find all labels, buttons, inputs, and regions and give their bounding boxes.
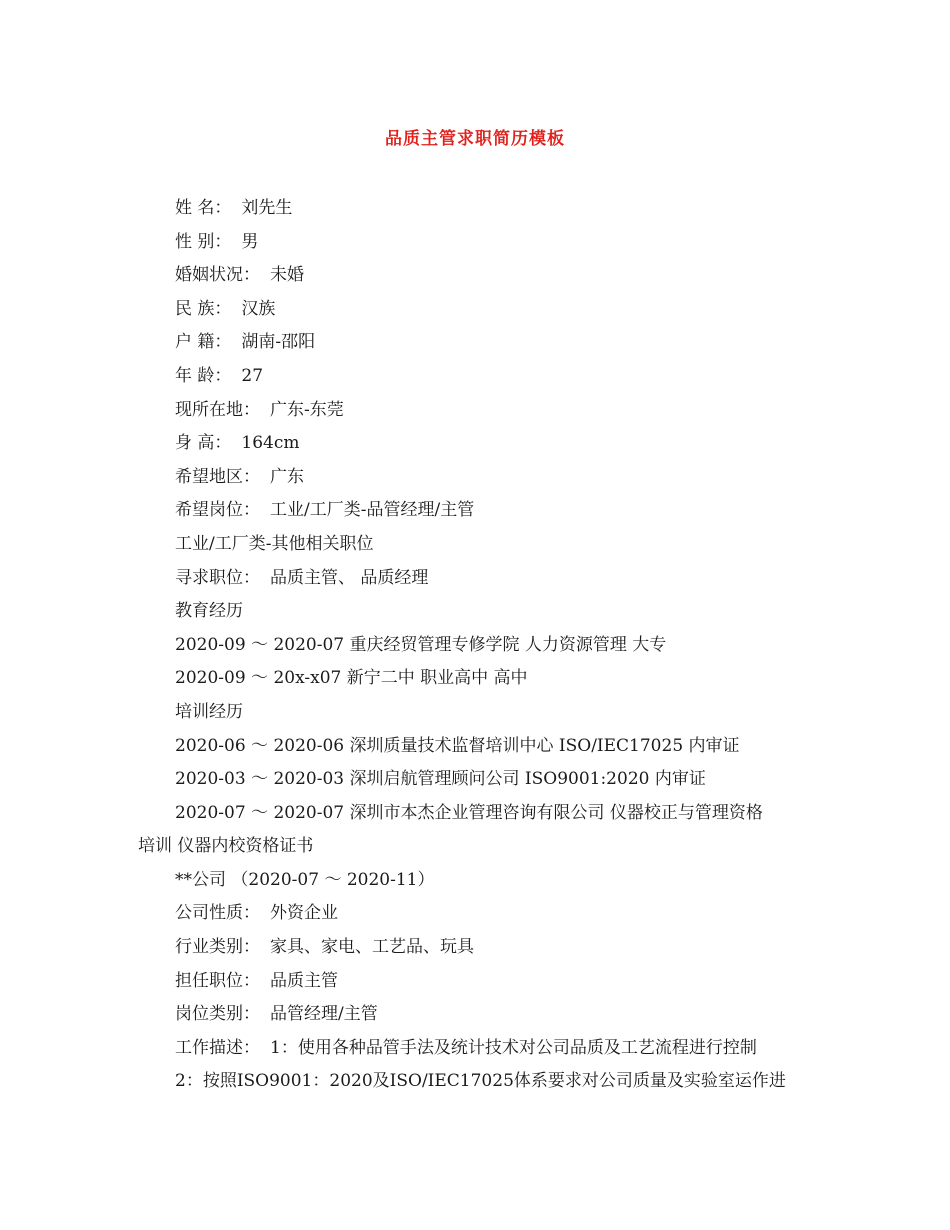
training-entry-continued: 培训 仪器内校资格证书	[138, 836, 314, 857]
field-value: 广东	[270, 466, 304, 487]
field-role	[138, 965, 828, 999]
field-value: 广东-东莞	[270, 399, 344, 420]
desired-position-extra: 工业/工厂类-其他相关职位	[175, 533, 374, 554]
training-entry: 2020-07 ～ 2020-07 深圳市本杰企业管理咨询有限公司 仪器校正与管理资格	[175, 802, 763, 823]
company-heading: **公司 （2020-07 ～ 2020-11）	[175, 869, 435, 890]
field-value: 品管经理/主管	[270, 1004, 378, 1025]
field-seeking	[138, 562, 828, 596]
field-gender	[138, 226, 828, 260]
field-value: 未婚	[270, 265, 304, 286]
field-value: 工业/工厂类-品管经理/主管	[270, 500, 475, 521]
training-entry: 2020-03 ～ 2020-03 深圳启航管理顾问公司 ISO9001:2020 内审证	[175, 769, 706, 790]
field-marital	[138, 259, 828, 293]
field-value: 湖南-邵阳	[241, 332, 316, 353]
field-value: 刘先生	[241, 198, 293, 218]
field-label: 户 籍：	[175, 332, 232, 353]
field-value: 品质主管	[270, 970, 338, 991]
field-label: 身 高：	[175, 433, 232, 454]
field-desired-area	[138, 461, 828, 495]
field-value: 家具、家电、工艺品、玩具	[270, 937, 474, 958]
field-label: 年 龄：	[175, 365, 232, 386]
training-entry: 2020-06 ～ 2020-06 深圳质量技术监督培训中心 ISO/IEC17025 内审证	[175, 735, 740, 756]
field-age	[138, 360, 828, 394]
field-label: 希望岗位：	[175, 500, 260, 521]
field-desired-position	[138, 494, 828, 528]
field-hukou	[138, 326, 828, 360]
resume-body	[138, 192, 828, 1099]
field-label: 寻求职位：	[175, 567, 260, 588]
field-value: 品质主管、 品质经理	[270, 567, 429, 588]
field-label: 行业类别：	[175, 937, 260, 958]
field-job-description	[138, 1032, 828, 1066]
field-label: 婚姻状况：	[175, 265, 260, 286]
field-value: 外资企业	[270, 903, 338, 924]
field-value: 男	[241, 231, 259, 252]
field-label: 民 族：	[175, 298, 232, 319]
field-label: 希望地区：	[175, 466, 260, 487]
education-entry: 2020-09 ～ 2020-07 重庆经贸管理专修学院 人力资源管理 大专	[175, 634, 667, 655]
field-ethnicity	[138, 293, 828, 327]
field-label: 现所在地：	[175, 399, 260, 420]
field-value: 27	[241, 365, 264, 386]
field-industry	[138, 931, 828, 965]
field-role-category	[138, 998, 828, 1032]
field-name	[138, 192, 828, 226]
field-label: 性 别：	[175, 231, 232, 252]
field-label: 工作描述：	[175, 1037, 260, 1058]
education-entry: 2020-09 ～ 20x-x07 新宁二中 职业高中 高中	[175, 668, 528, 689]
education-heading: 教育经历	[175, 601, 243, 622]
field-location	[138, 394, 828, 428]
field-label: 姓 名：	[175, 198, 232, 218]
field-label: 岗位类别：	[175, 1004, 260, 1025]
field-label: 担任职位：	[175, 970, 260, 991]
field-label: 公司性质：	[175, 903, 260, 924]
field-height	[138, 427, 828, 461]
field-value: 164cm	[241, 433, 300, 454]
field-company-type	[138, 897, 828, 931]
field-value: 汉族	[241, 298, 276, 319]
job-description-continued: 2：按照ISO9001：2020及ISO/IEC17025体系要求对公司质量及实验室运作进	[175, 1071, 786, 1092]
field-value: 1：使用各种品管手法及统计技术对公司品质及工艺流程进行控制	[270, 1037, 757, 1058]
training-heading: 培训经历	[175, 701, 243, 722]
document-title: 品质主管求职简历模板	[385, 129, 565, 149]
